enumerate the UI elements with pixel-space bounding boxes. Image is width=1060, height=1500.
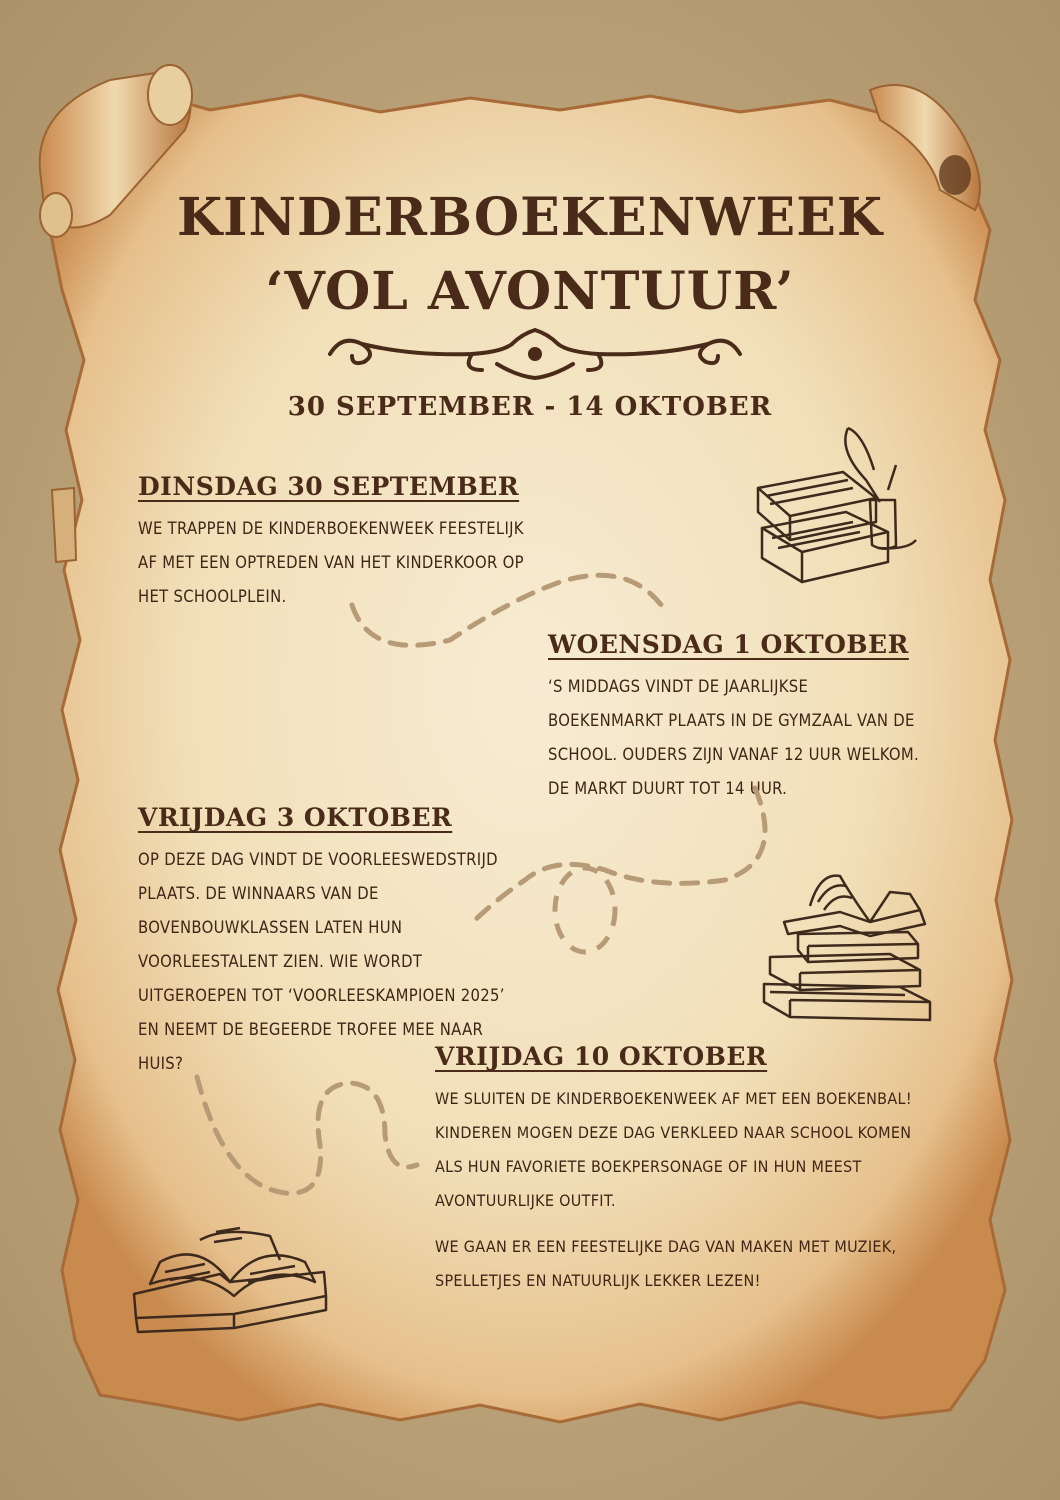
event-dates: 30 SEPTEMBER - 14 OKTOBER [287,392,773,422]
event-heading: WOENSDAG 1 OKTOBER [548,630,909,659]
event-text: ‘S MIDDAGS VINDT DE JAARLIJKSE BOEKENMARKT PLAATS IN DE GYMZAAL VAN DE SCHOOL. OUDERS ZIJN VANAF 12 UUR WELKOM. DE MARKT DUURT TOT 14 UUR. [548,677,920,798]
page-title: KINDERBOEKENWEEK [176,187,884,248]
event-text: WE GAAN ER EEN FEESTELIJKE DAG VAN MAKEN MET MUZIEK, SPELLETJES EN NATUURLIJK LEKKER LEZEN! [435,1237,897,1290]
dashed-path-icon [340,560,680,670]
page-subtitle: ‘VOL AVONTUUR’ [265,261,795,322]
book-stack-icon [760,862,935,1027]
event-vrijdag-10-oktober [435,1042,915,1310]
event-heading: VRIJDAG 10 OKTOBER [435,1042,768,1071]
event-text: OP DEZE DAG VINDT DE VOORLEESWEDSTRIJD PLAATS. DE WINNAARS VAN DE BOVENBOUWKLASSEN LATEN HUN VOORLEESTALENT ZIEN. WIE WORDT UITGEROEPEN TOT ‘VOORLEESKAMPIOEN 2025’ EN NEEMT DE BEGEERDE TROFEE MEE NAAR HUIS? [138,850,505,1073]
ornament-divider-icon [322,326,748,382]
dashed-path-icon [185,1065,425,1205]
dashed-path-icon [455,780,785,960]
event-text: WE SLUITEN DE KINDERBOEKENWEEK AF MET EEN BOEKENBAL! KINDEREN MOGEN DEZE DAG VERKLEED NAAR SCHOOL KOMEN ALS HUN FAVORIETE BOEKPERSONAGE OF IN HUN MEEST AVONTUURLIJKE OUTFIT. [435,1089,912,1210]
event-heading: DINSDAG 30 SEPTEMBER [138,472,520,501]
event-text: WE TRAPPEN DE KINDERBOEKENWEEK FEESTELIJK AF MET EEN OPTREDEN VAN HET KINDERKOOR OP HET SCHOOLPLEIN. [138,519,524,606]
event-heading: VRIJDAG 3 OKTOBER [138,803,453,832]
open-book-icon [130,1222,328,1334]
books-with-quill-icon [748,420,923,595]
